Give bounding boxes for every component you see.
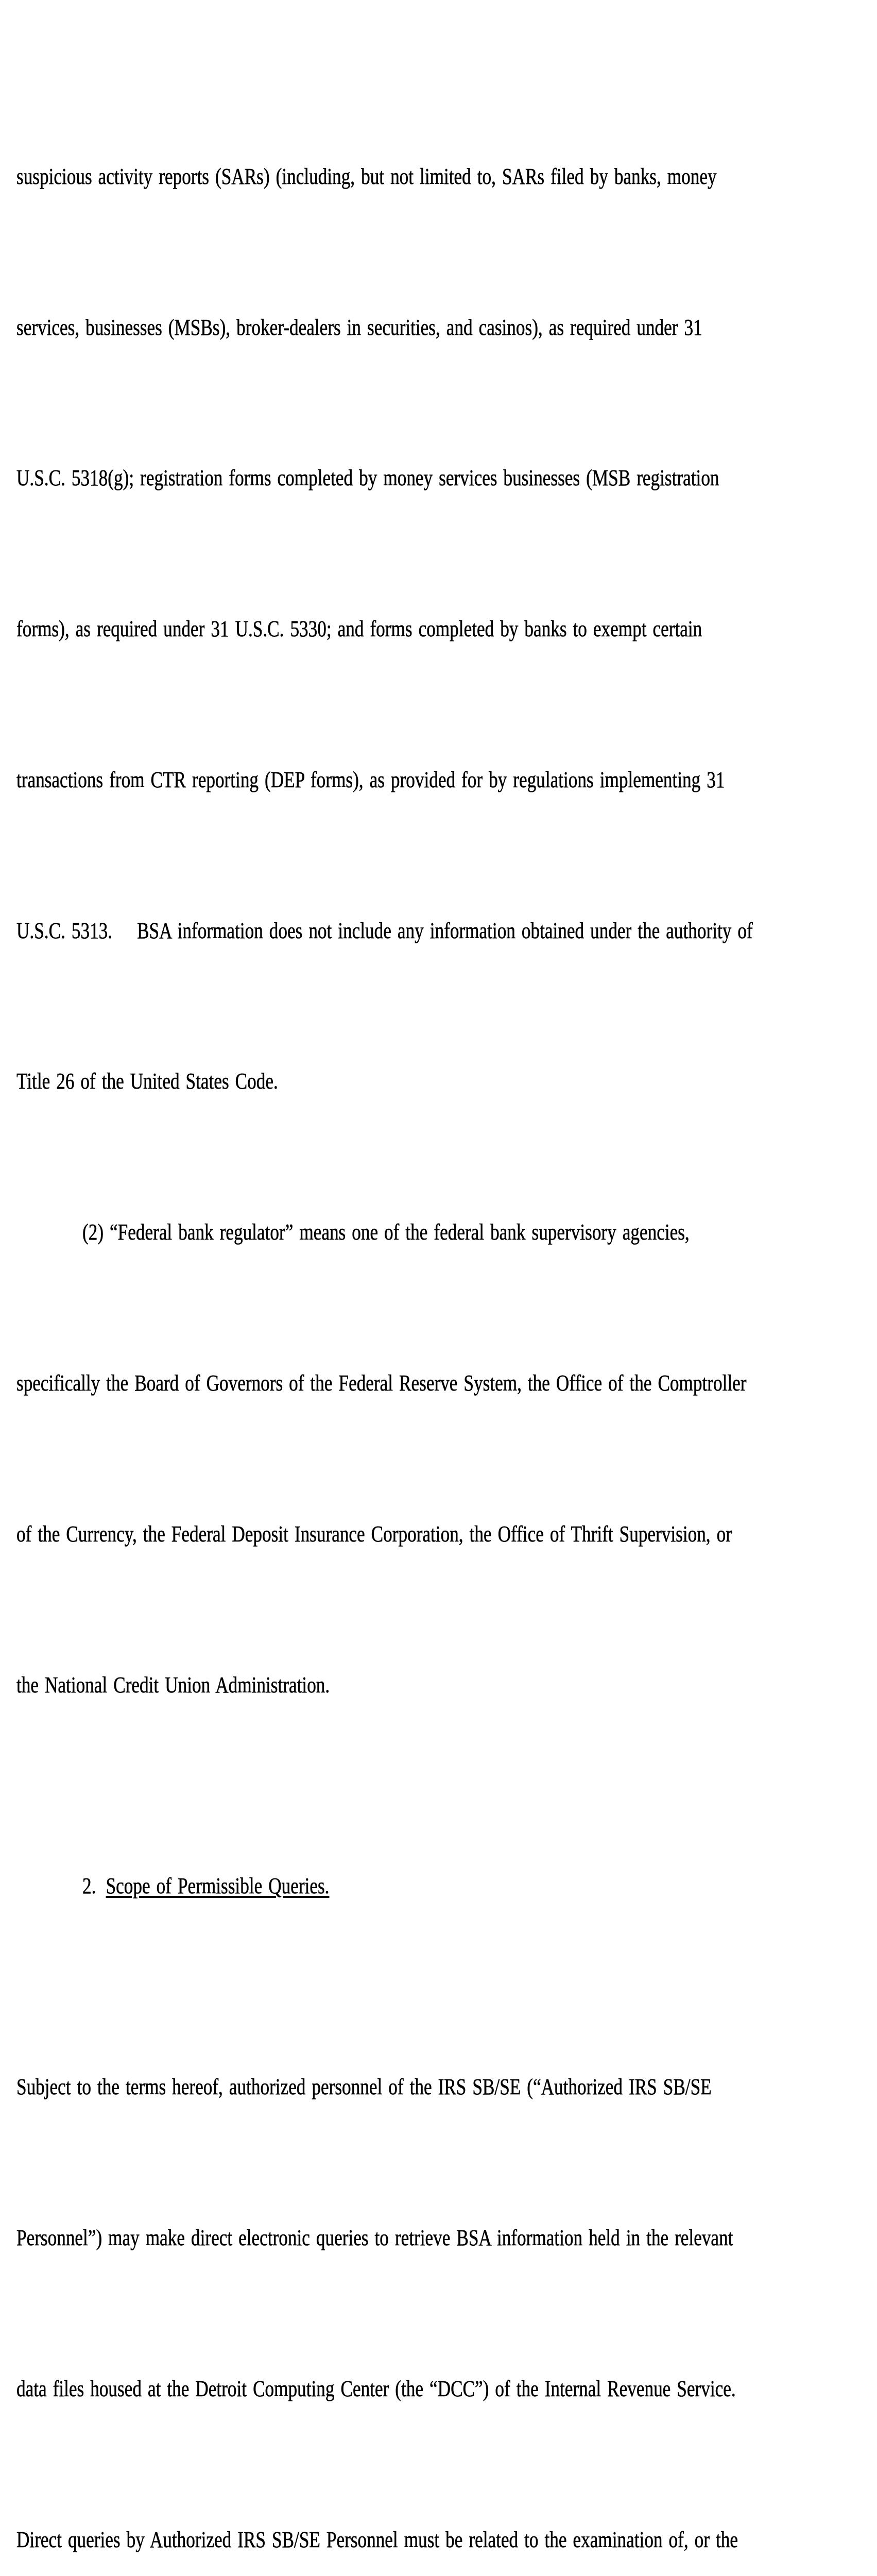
paragraph-start-line: (2) “Federal bank regulator” means one of the federal bank supervisory agencies, <box>82 1219 690 1245</box>
text-line: the National Credit Union Administration. <box>16 1672 330 1698</box>
text-line: specifically the Board of Governors of the Federal Reserve System, the Office of the Comptroller <box>16 1370 747 1396</box>
text-line: suspicious activity reports (SARs) (including, but not limited to, SARs filed by banks, money <box>16 163 717 189</box>
text-line: U.S.C. 5313. BSA information does not include any information obtained under the authority of <box>16 918 753 943</box>
text-line: Title 26 of the United States Code. <box>16 1069 278 1094</box>
section-title: Scope of Permissible Queries. <box>106 1873 330 1899</box>
text-line: data files housed at the Detroit Computing Center (the “DCC”) of the Internal Revenue Service. <box>16 2376 736 2401</box>
text-line: Subject to the terms hereof, authorized personnel of the IRS SB/SE (“Authorized IRS SB/SE <box>16 2074 712 2100</box>
text-line: U.S.C. 5318(g); registration forms completed by money services businesses (MSB registration <box>16 465 719 491</box>
text-line: forms), as required under 31 U.S.C. 5330; and forms completed by banks to exempt certain <box>16 616 702 642</box>
text-line: Direct queries by Authorized IRS SB/SE Personnel must be related to the examination of, or the <box>16 2527 738 2552</box>
text-line: Personnel”) may make direct electronic queries to retrieve BSA information held in the relevant <box>16 2225 733 2251</box>
text-line: services, businesses (MSBs), broker-dealers in securities, and casinos), as required under 31 <box>16 314 702 340</box>
section-number: 2. <box>82 1873 96 1899</box>
section-heading <box>16 1861 861 1911</box>
text-line: transactions from CTR reporting (DEP forms), as provided for by regulations implementing 31 <box>16 767 725 792</box>
text-line: of the Currency, the Federal Deposit Insurance Corporation, the Office of Thrift Supervision, or <box>16 1521 732 1547</box>
